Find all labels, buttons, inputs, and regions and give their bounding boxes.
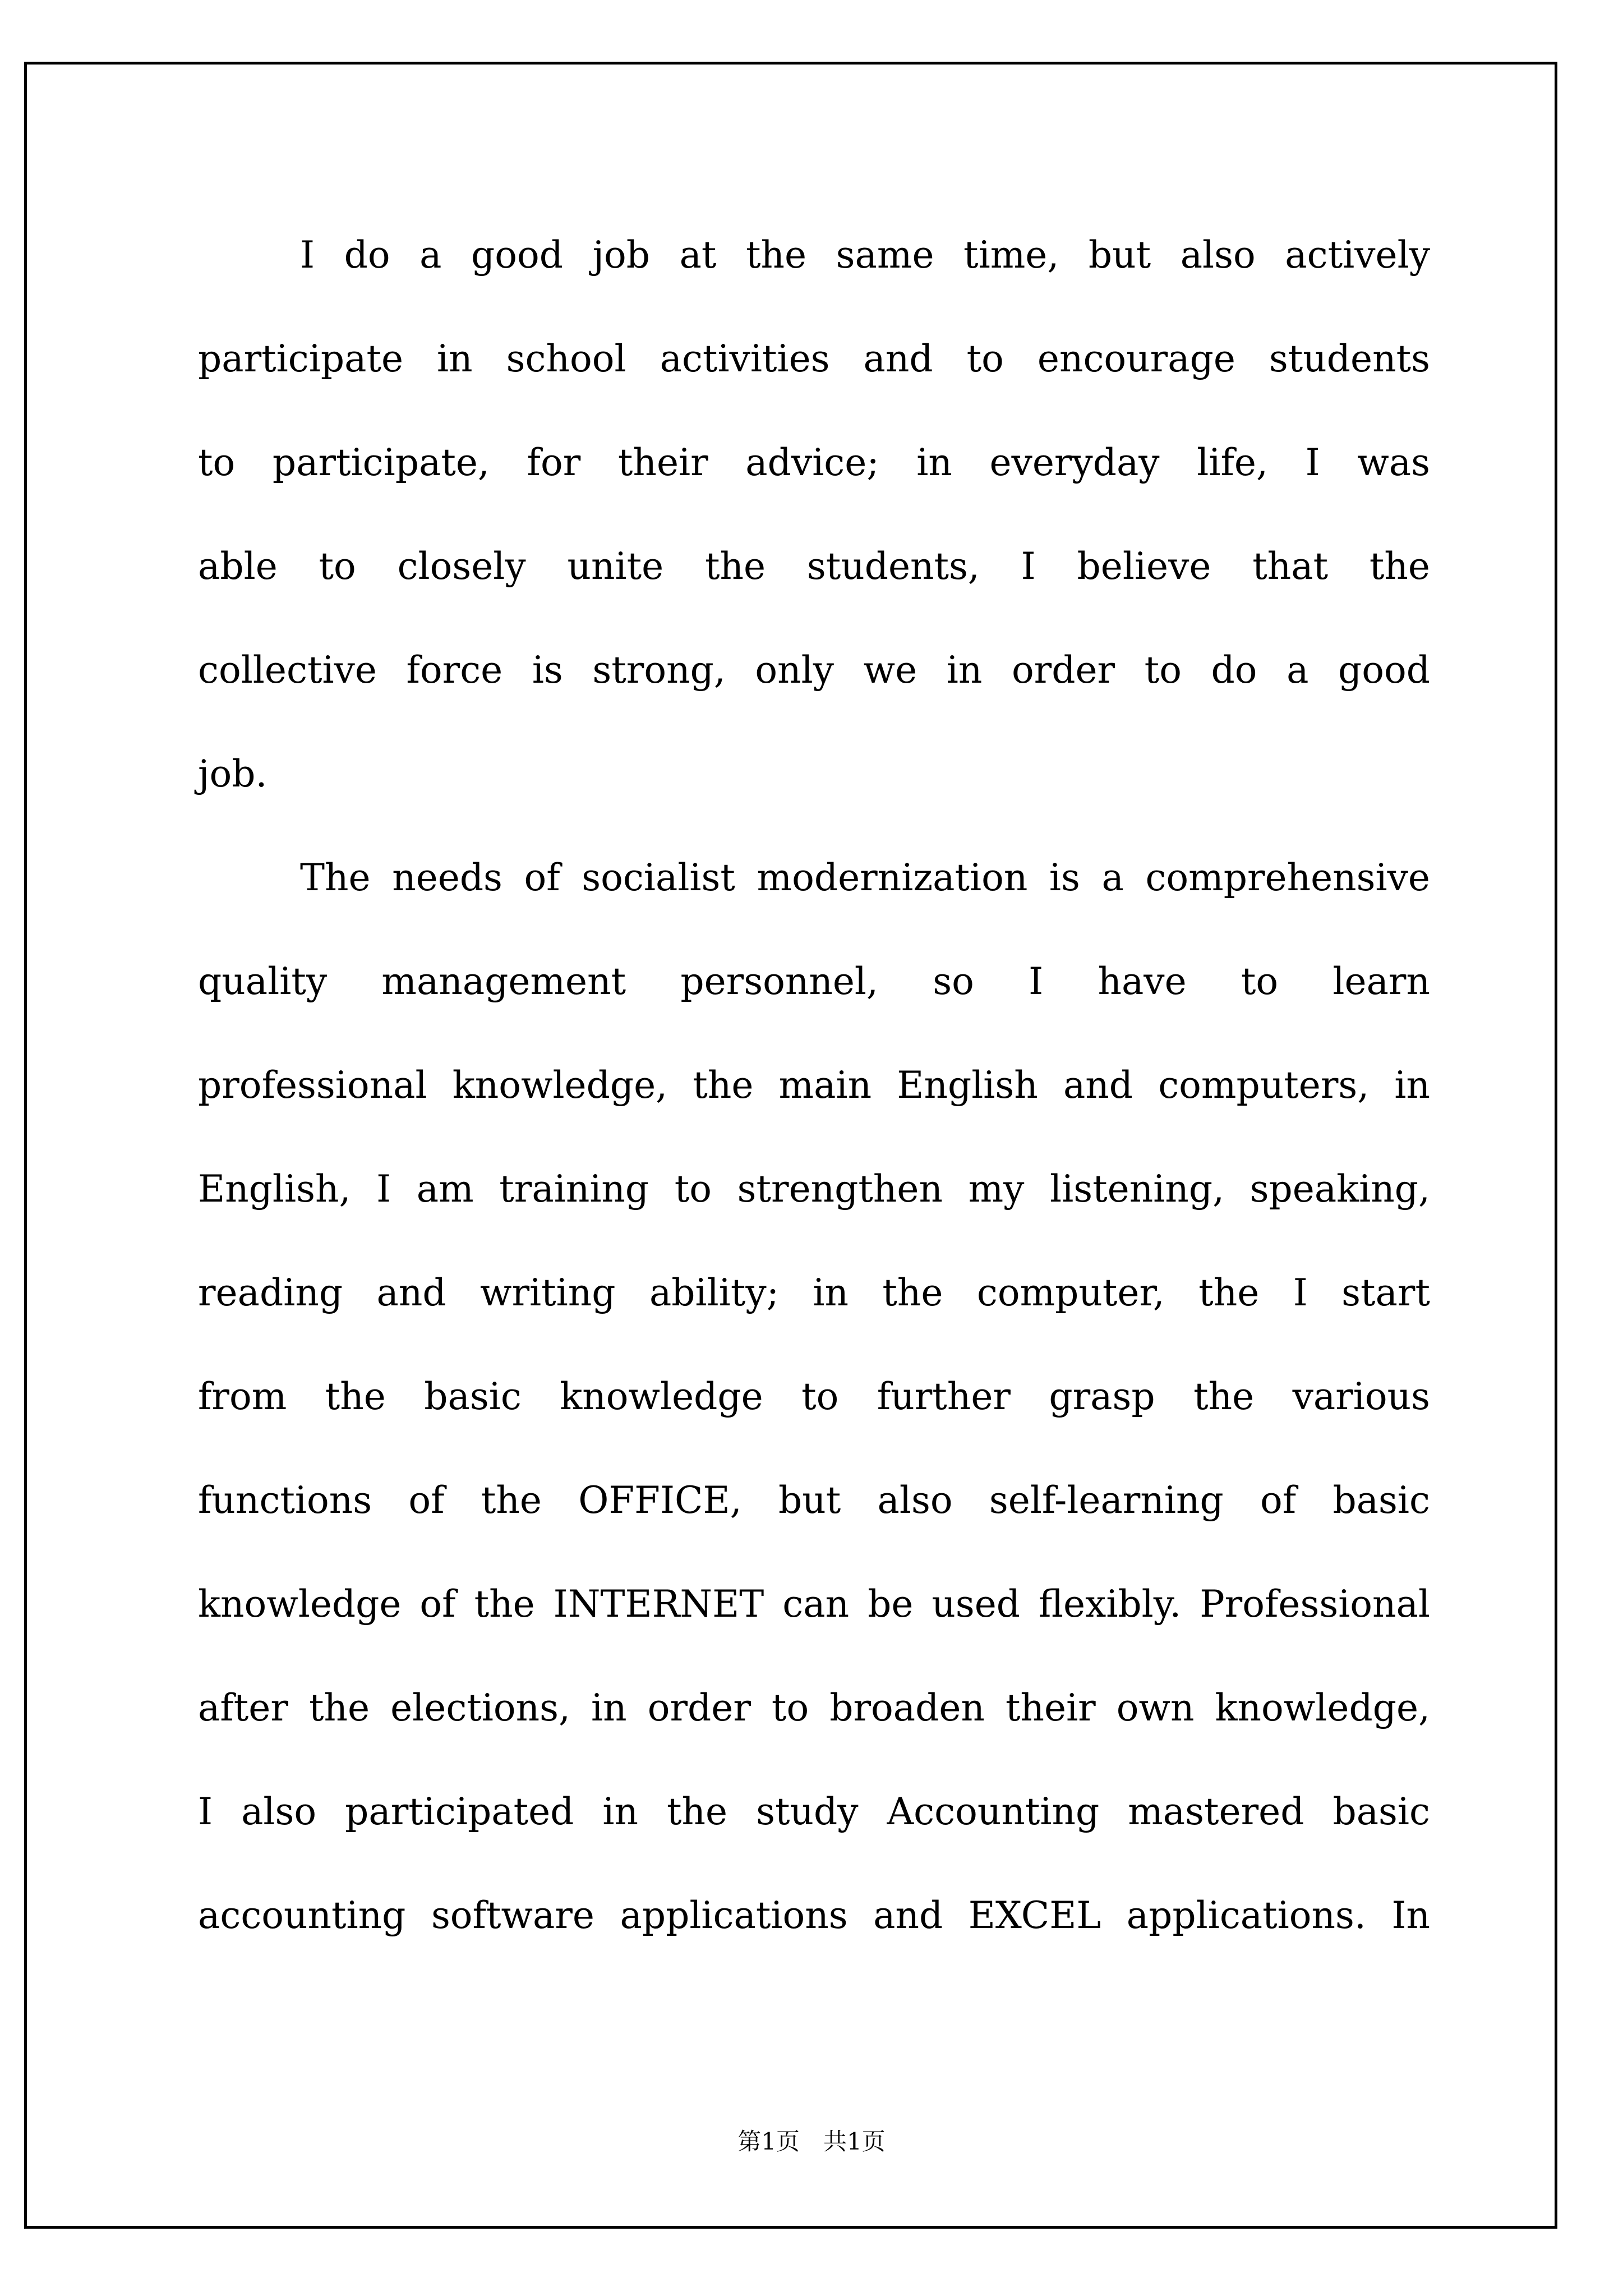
page-footer: 第1页 共1页 [737,2128,886,2155]
text-line: reading and writing ability; in the computer, the I start [198,1271,1430,1314]
text-line: participate in school activities and to encourage students [198,337,1430,380]
text-line: quality management personnel, so I have to learn [198,960,1430,1003]
text-line: collective force is strong, only we in order to do a good [198,648,1430,692]
text-line: English, I am training to strengthen my listening, speaking, [198,1167,1430,1211]
text-line: after the elections, in order to broaden their own knowledge, [198,1686,1430,1729]
text-line: professional knowledge, the main English and computers, in [198,1064,1430,1107]
paragraph [198,826,1430,1967]
text-line: accounting software applications and EXCEL applications. In [198,1894,1430,1937]
text-line: able to closely unite the students, I believe that the [198,545,1430,588]
paragraph [198,203,1430,826]
text-line: functions of the OFFICE, but also self-learning of basic [198,1479,1430,1522]
text-line: from the basic knowledge to further grasp the various [198,1375,1430,1418]
text-line: I do a good job at the same time, but also actively [300,233,1430,277]
document-body-text [198,203,1430,1967]
text-line: job. [198,752,268,795]
text-line: to participate, for their advice; in everyday life, I was [198,441,1430,484]
text-line: knowledge of the INTERNET can be used flexibly. Professional [198,1582,1430,1626]
text-line: The needs of socialist modernization is a comprehensive [300,856,1430,899]
text-line: I also participated in the study Accounting mastered basic [198,1790,1430,1833]
